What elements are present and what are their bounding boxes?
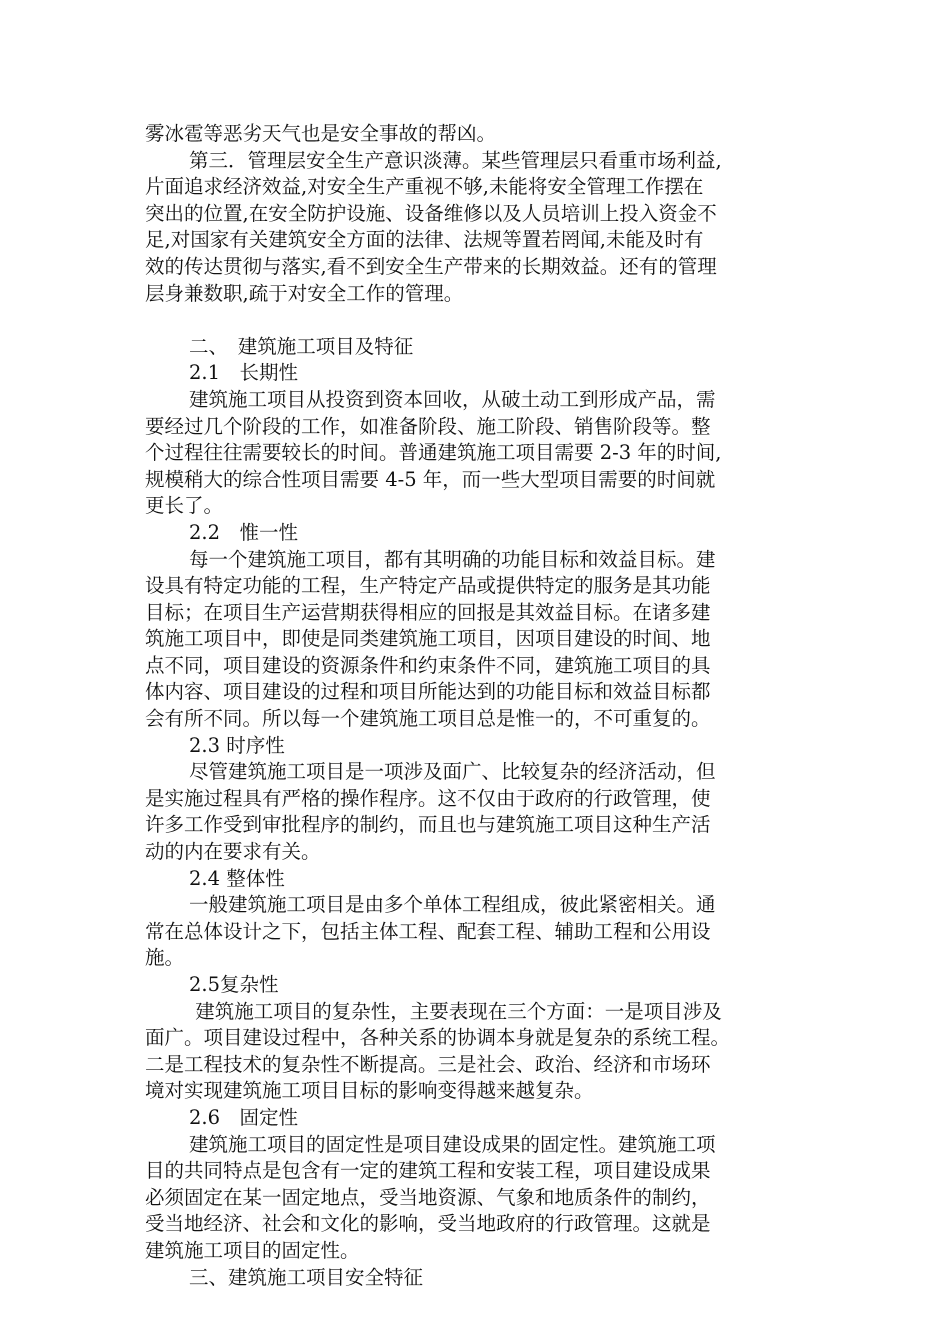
text-line: 设具有特定功能的工程，生产特定产品或提供特定的服务是其功能	[145, 574, 711, 598]
text-line: 目的共同特点是包含有一定的建筑工程和安装工程，项目建设成果	[145, 1159, 711, 1183]
text-line: 二是工程技术的复杂性不断提高。三是社会、政治、经济和市场环	[145, 1052, 711, 1076]
text-line: 必须固定在某一固定地点，受当地资源、气象和地质条件的制约，	[145, 1185, 711, 1209]
text-line: 是实施过程具有严格的操作程序。这不仅由于政府的行政管理，使	[145, 786, 711, 810]
text-line: 建筑施工项目从投资到资本回收，从破土动工到形成产品，需	[189, 387, 716, 411]
text-line: 面广。项目建设过程中，各种关系的协调本身就是复杂的系统工程。	[145, 1026, 731, 1050]
text-line: 目标；在项目生产运营期获得相应的回报是其效益目标。在诸多建	[145, 600, 711, 624]
text-line: 建筑施工项目的固定性。	[145, 1238, 360, 1262]
text-line: 二、 建筑施工项目及特征	[189, 334, 414, 358]
text-line: 建筑施工项目的固定性是项目建设成果的固定性。建筑施工项	[189, 1132, 716, 1156]
text-line: 筑施工项目中，即使是同类建筑施工项目，因项目建设的时间、地	[145, 627, 711, 651]
text-line: 个过程往往需要较长的时间。普通建筑施工项目需要 2-3 年的时间,	[145, 441, 722, 465]
text-line: 点不同，项目建设的资源条件和约束条件不同，建筑施工项目的具	[145, 653, 711, 677]
text-line: 足,对国家有关建筑安全方面的法律、法规等置若罔闻,未能及时有	[145, 228, 704, 252]
text-line: 2.6 固定性	[189, 1105, 299, 1129]
text-line: 层身兼数职,疏于对安全工作的管理。	[145, 281, 464, 305]
text-line: 第三．管理层安全生产意识淡薄。某些管理层只看重市场利益,	[189, 148, 722, 172]
text-line: 突出的位置,在安全防护设施、设备维修以及人员培训上投入资金不	[145, 201, 717, 225]
text-line: 一般建筑施工项目是由多个单体工程组成，彼此紧密相关。通	[189, 893, 716, 917]
text-line: 规模稍大的综合性项目需要 4-5 年，而一些大型项目需要的时间就	[145, 467, 716, 491]
document-body	[145, 121, 805, 1291]
text-line: 2.4 整体性	[189, 866, 285, 890]
text-line: 2.3 时序性	[189, 733, 285, 757]
text-line: 片面追求经济效益,对安全生产重视不够,未能将安全管理工作摆在	[145, 175, 704, 199]
text-line: 常在总体设计之下，包括主体工程、配套工程、辅助工程和公用设	[145, 919, 711, 943]
text-line: 2.1 长期性	[189, 361, 299, 385]
text-line: 境对实现建筑施工项目目标的影响变得越来越复杂。	[145, 1079, 594, 1103]
blank-line	[145, 307, 805, 334]
text-line: 体内容、项目建设的过程和项目所能达到的功能目标和效益目标都	[145, 680, 711, 704]
text-line: 更长了。	[145, 494, 224, 518]
text-line: 2.5复杂性	[189, 973, 279, 996]
text-line: 动的内在要求有关。	[145, 840, 321, 864]
text-line: 建筑施工项目的复杂性，主要表现在三个方面：一是项目涉及	[189, 999, 722, 1023]
text-line: 效的传达贯彻与落实,看不到安全生产带来的长期效益。还有的管理	[145, 254, 717, 278]
text-line: 会有所不同。所以每一个建筑施工项目总是惟一的，不可重复的。	[145, 707, 711, 731]
text-line: 尽管建筑施工项目是一项涉及面广、比较复杂的经济活动，但	[189, 760, 716, 784]
text-line: 三、建筑施工项目安全特征	[189, 1265, 424, 1289]
text-line: 要经过几个阶段的工作，如准备阶段、施工阶段、销售阶段等。整	[145, 414, 711, 438]
text-line: 许多工作受到审批程序的制约，而且也与建筑施工项目这种生产活	[145, 813, 711, 837]
text-line: 2.2 惟一性	[189, 520, 299, 544]
text-line: 每一个建筑施工项目，都有其明确的功能目标和效益目标。建	[189, 547, 716, 571]
text-line: 受当地经济、社会和文化的影响，受当地政府的行政管理。这就是	[145, 1212, 711, 1236]
text-line: 雾冰雹等恶劣天气也是安全事故的帮凶。	[145, 122, 497, 145]
text-line: 施。	[145, 946, 185, 970]
